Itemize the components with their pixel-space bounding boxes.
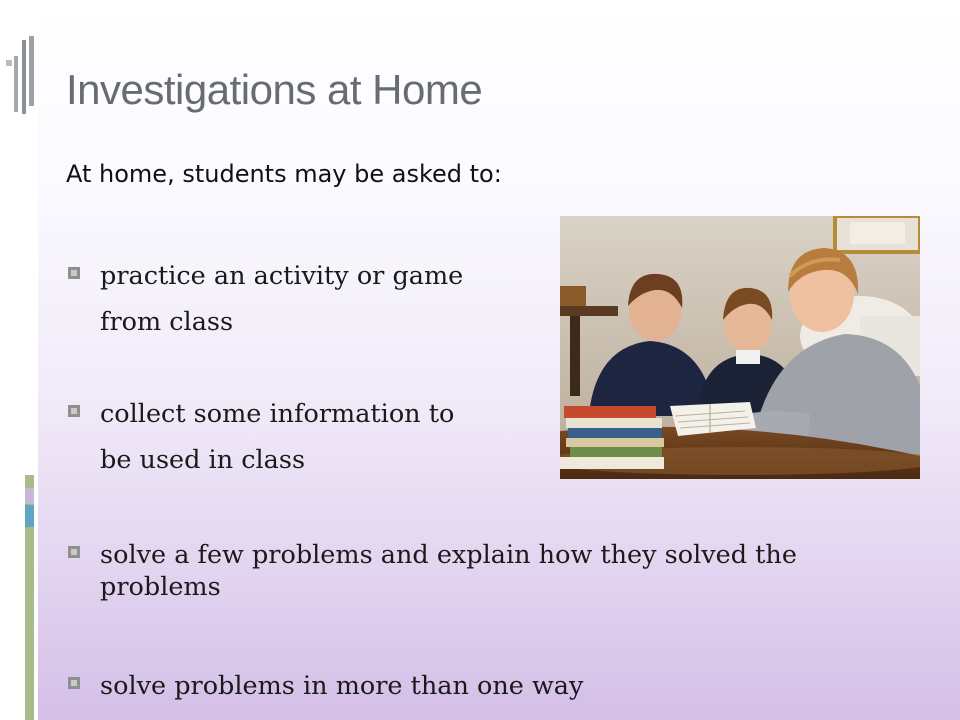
- bullet-line: problems: [100, 572, 221, 602]
- bullet-item: [66, 396, 536, 476]
- intro-text: At home, students may be asked to:: [66, 160, 502, 188]
- slide-title: Investigations at Home: [66, 66, 483, 113]
- square-bullet-icon: [68, 405, 80, 417]
- square-bullet-icon: [68, 677, 80, 689]
- students-studying-illustration: [560, 216, 920, 479]
- bullet-line: collect some information to: [100, 399, 455, 429]
- left-accent-bar-lavender: [25, 488, 34, 504]
- bullet-item: [66, 258, 536, 338]
- bullet-line: be used in class: [100, 445, 306, 475]
- square-bullet-icon: [68, 546, 80, 558]
- students-studying-photo: [560, 216, 920, 479]
- bullet-item: [66, 537, 926, 617]
- bullet-line: practice an activity or game: [100, 261, 464, 291]
- square-bullet-icon: [68, 267, 80, 279]
- bullet-item: [66, 668, 926, 708]
- bullet-line: solve problems in more than one way: [100, 671, 584, 701]
- left-accent-bar-teal: [25, 505, 34, 527]
- bullet-line: from class: [100, 307, 234, 337]
- bullet-line: solve a few problems and explain how they solved the: [100, 540, 797, 570]
